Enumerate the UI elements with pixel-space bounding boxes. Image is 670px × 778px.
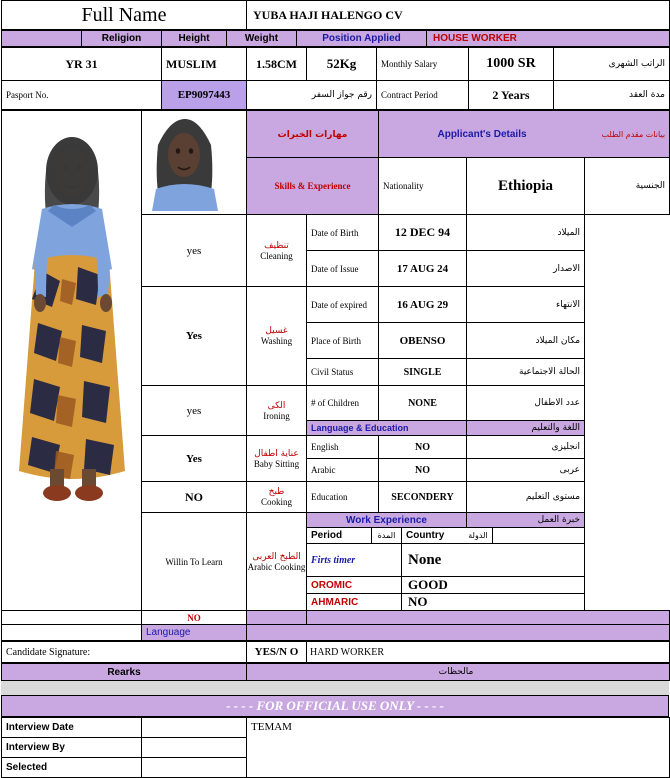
interview-date-value[interactable] (142, 718, 247, 738)
skills-section-arabic (247, 111, 379, 158)
skill-washing-label (247, 287, 307, 386)
dob-arabic: الميلاد (467, 215, 585, 251)
language-oromic-level: GOOD (401, 577, 584, 594)
skill-arabic-cooking-arabic: الطبخ العربى (252, 551, 301, 562)
skill-cleaning-arabic: تنظيف (264, 240, 289, 251)
skill-arabic-cooking-english: Arabic Cooking (247, 561, 306, 572)
language-education-title: Language & Education (311, 423, 409, 433)
table-row (2, 111, 670, 158)
table-row (2, 642, 670, 663)
language-ahmaric-level: NO (407, 594, 428, 609)
full-name-label: Full Name (2, 1, 247, 30)
blank-header-cell (2, 31, 82, 47)
bio-table (1, 47, 670, 110)
work-exp-spacer (493, 528, 584, 544)
table-row (2, 48, 670, 81)
yes-no-cell: YES/N O (247, 642, 307, 663)
interview-date-label[interactable]: Interview Date (2, 718, 142, 738)
period-label: Period (307, 528, 371, 544)
table-row (2, 611, 670, 625)
expired-arabic: الانتهاء (467, 287, 585, 323)
candidate-signature-label: Candidate Signature: (2, 642, 247, 663)
skills-arabic-label: مهارات الخبرات (277, 129, 348, 140)
nationality-arabic: الجنسية (585, 158, 670, 215)
interview-by-value[interactable] (142, 738, 247, 758)
applicant-details-header (379, 111, 670, 158)
col-position-applied: Position Applied (297, 31, 427, 47)
skill-cooking-arabic: طبخ (268, 487, 285, 497)
candidate-headshot (142, 111, 247, 215)
full-body-photo-graphic (2, 111, 142, 561)
hard-worker-note: HARD WORKER (307, 642, 670, 663)
language-label-right (247, 625, 670, 641)
passport-value: EP9097443 (162, 81, 247, 110)
civil-status-label: Civil Status (307, 359, 379, 386)
age-value: YR 31 (2, 48, 162, 81)
skill-ironing-value: yes (142, 386, 247, 436)
cv-title: YUBA HAJI HALENGO CV (247, 1, 670, 30)
passport-label: Pasport No. (2, 81, 162, 110)
period-value: Firts timer (307, 544, 401, 577)
table-row (2, 664, 670, 681)
col-religion: Religion (82, 31, 162, 47)
skill-babysitting-value: Yes (142, 436, 247, 482)
contract-period-arabic: مدة العقد (554, 81, 670, 110)
official-use-table (1, 695, 669, 717)
contract-period-label: Contract Period (377, 81, 469, 110)
period-arabic: المدة (371, 528, 401, 544)
skill-babysitting-arabic: عناية اطفال (254, 448, 299, 459)
selected-label[interactable]: Selected (2, 758, 142, 778)
language-row-left (247, 611, 307, 625)
table-row (2, 31, 670, 47)
skill-ironing-label (247, 386, 307, 436)
skill-arabic-cooking-value: Willin To Learn (142, 513, 247, 611)
work-experience-table (307, 528, 584, 610)
table-row (2, 718, 670, 738)
skill-washing-value: Yes (142, 287, 247, 386)
signature-table (1, 641, 670, 663)
language-education-header (307, 421, 467, 436)
civil-status-value: SINGLE (379, 359, 467, 386)
col-height: Height (162, 31, 227, 47)
table-row (307, 544, 584, 577)
skill-ironing-english: Ironing (263, 410, 290, 421)
table-row (2, 81, 670, 110)
position-value: HOUSE WORKER (427, 31, 670, 47)
arabic-cooking-no: NO (142, 611, 247, 625)
skill-babysitting-english: Baby Sitting (253, 458, 300, 469)
dob-value: 12 DEC 94 (379, 215, 467, 251)
column-header-table (1, 30, 670, 47)
selected-value[interactable] (142, 758, 247, 778)
gray-divider (1, 681, 669, 695)
height-value: 1.58CM (247, 48, 307, 81)
skill-cooking-label (247, 482, 307, 513)
skill-washing-arabic: غسيل (265, 326, 288, 336)
english-value: NO (379, 436, 467, 459)
place-of-birth-arabic: مكان الميلاد (467, 323, 585, 359)
table-row (307, 528, 584, 544)
skill-cooking-value: NO (142, 482, 247, 513)
table-row (2, 625, 670, 641)
table-row (2, 696, 669, 717)
work-experience-title: Work Experience (346, 515, 427, 526)
rearks-arabic: مالحظات (247, 664, 670, 681)
skill-ironing-arabic: الكى (267, 400, 286, 411)
issue-value: 17 AUG 24 (379, 251, 467, 287)
language-oromic-name: OROMIC (307, 577, 401, 594)
children-arabic: عدد الاطفال (467, 386, 585, 421)
monthly-salary-label: Monthly Salary (377, 48, 469, 81)
language-education-arabic: اللغة والتعليم (467, 421, 585, 436)
monthly-salary-value: 1000 SR (469, 48, 554, 81)
passport-arabic: رقم جواز السفر (247, 81, 377, 110)
table-row (307, 594, 584, 611)
language-row-right (307, 611, 670, 625)
skill-cleaning-label (247, 215, 307, 287)
skill-cleaning-english: Cleaning (260, 250, 293, 261)
language-ahmaric-name: AHMARIC (307, 594, 401, 611)
country-arabic: الدولة (464, 528, 493, 544)
work-experience-arabic: خبرة العمل (467, 513, 585, 528)
country-label: Country (401, 528, 463, 544)
gray-spacer-table (1, 681, 669, 695)
children-value: NONE (379, 386, 467, 421)
nationality-value: Ethiopia (467, 158, 585, 215)
arabic-label: Arabic (307, 459, 379, 482)
issue-arabic: الاصدار (467, 251, 585, 287)
arabic-value: NO (379, 459, 467, 482)
skills-section-english: Skills & Experience (247, 158, 379, 215)
rearks-label: Rearks (2, 664, 247, 681)
expired-label: Date of expired (307, 287, 379, 323)
interview-by-label[interactable]: Interview By (2, 738, 142, 758)
official-use-banner: - - - - FOR OFFICIAL USE ONLY - - - - (2, 696, 669, 717)
official-note: TEMAM (247, 718, 670, 778)
english-arabic: انجليزى (467, 436, 585, 459)
skill-cooking-english: Cooking (260, 497, 292, 507)
english-label: English (307, 436, 379, 459)
photo-filler (2, 611, 142, 625)
applicant-details-arabic: بيانات مقدم الطلب (601, 129, 666, 139)
work-experience-body (307, 528, 585, 611)
official-fields-table (1, 717, 670, 778)
skill-washing-english: Washing (260, 336, 293, 346)
top-table (1, 0, 670, 30)
education-label: Education (307, 482, 379, 513)
education-arabic: مستوى التعليم (467, 482, 585, 513)
skill-babysitting-label (247, 436, 307, 482)
religion-value: MUSLIM (162, 48, 247, 81)
candidate-full-photo (2, 111, 142, 611)
skill-cleaning-value: yes (142, 215, 247, 287)
place-of-birth-value: OBENSO (379, 323, 467, 359)
table-row (307, 577, 584, 594)
arabic-arabic: عربى (467, 459, 585, 482)
table-row (2, 1, 670, 30)
place-of-birth-label: Place of Birth (307, 323, 379, 359)
expired-value: 16 AUG 29 (379, 287, 467, 323)
nationality-label: Nationality (379, 158, 467, 215)
children-label: # of Children (307, 386, 379, 421)
table-row (1, 681, 669, 695)
contract-period-value: 2 Years (469, 81, 554, 110)
headshot-photo-graphic (142, 111, 227, 211)
applicant-details-title: Applicant's Details (437, 128, 527, 140)
monthly-salary-arabic: الراتب الشهرى (554, 48, 670, 81)
dob-label: Date of Birth (307, 215, 379, 251)
skill-arabic-cooking-label (247, 513, 307, 611)
education-value: SECONDERY (379, 482, 467, 513)
language-label: Language (142, 625, 247, 641)
work-experience-header (307, 513, 467, 528)
country-value: None (401, 544, 584, 577)
weight-value: 52Kg (307, 48, 377, 81)
col-weight: Weight (227, 31, 297, 47)
main-body-table (1, 110, 670, 641)
photo-filler-2 (2, 625, 142, 641)
rearks-table (1, 663, 670, 681)
issue-label: Date of Issue (307, 251, 379, 287)
civil-status-arabic: الحالة الاجتماعية (467, 359, 585, 386)
